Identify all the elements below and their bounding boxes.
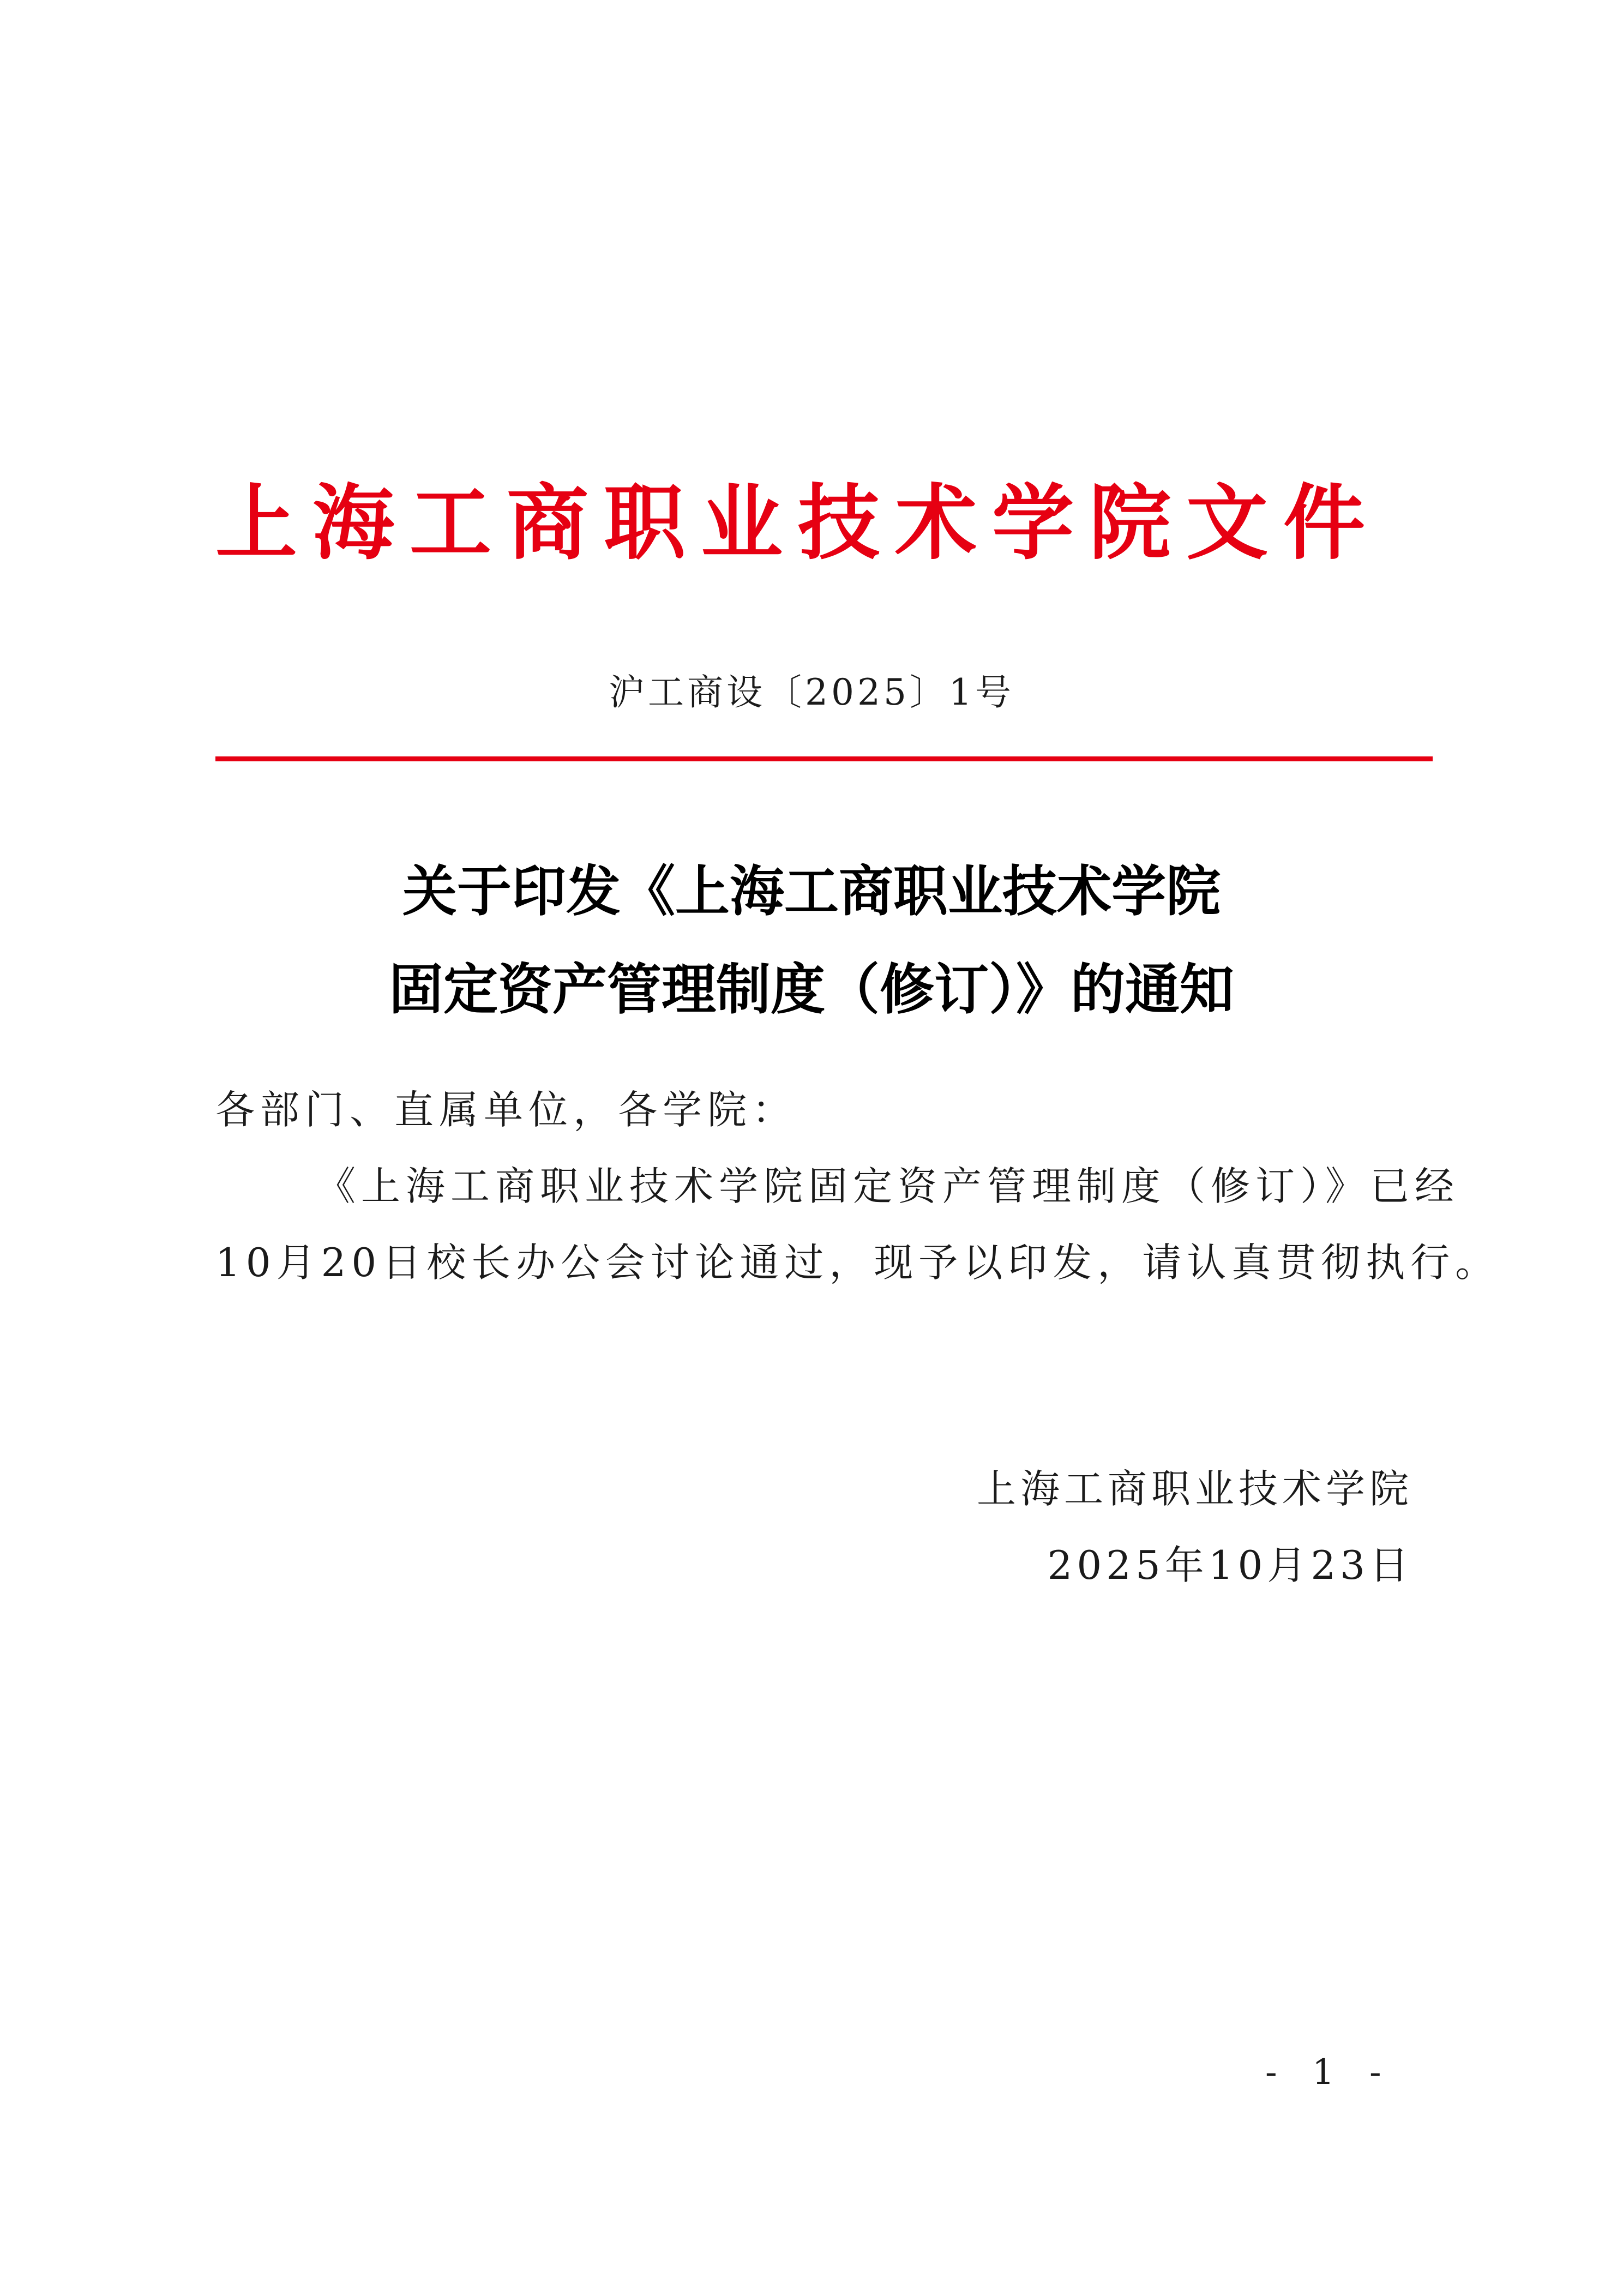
document-title-line-1: 关于印发《上海工商职业技术学院 xyxy=(402,860,1221,923)
document-issuer-header: 上海工商职业技术学院文件 xyxy=(215,476,1381,571)
salutation: 各部门、直属单位，各学院： xyxy=(215,1087,797,1133)
signature-date: 2025年10月23日 xyxy=(1047,1542,1413,1588)
body-paragraph-line-1: 《上海工商职业技术学院固定资产管理制度（修订）》已经 xyxy=(316,1163,1460,1209)
red-separator-line xyxy=(215,756,1433,761)
document-number: 沪工商设〔2025〕1号 xyxy=(609,671,1014,713)
document-title xyxy=(0,843,1623,1039)
page-number: - 1 - xyxy=(1265,2052,1393,2093)
body-paragraph-line-2: 10月20日校长办公会讨论通过，现予以印发，请认真贯彻执行。 xyxy=(215,1240,1500,1285)
signature-organization: 上海工商职业技术学院 xyxy=(976,1466,1413,1512)
document-title-line-2: 固定资产管理制度（修订）》的通知 xyxy=(389,958,1234,1021)
